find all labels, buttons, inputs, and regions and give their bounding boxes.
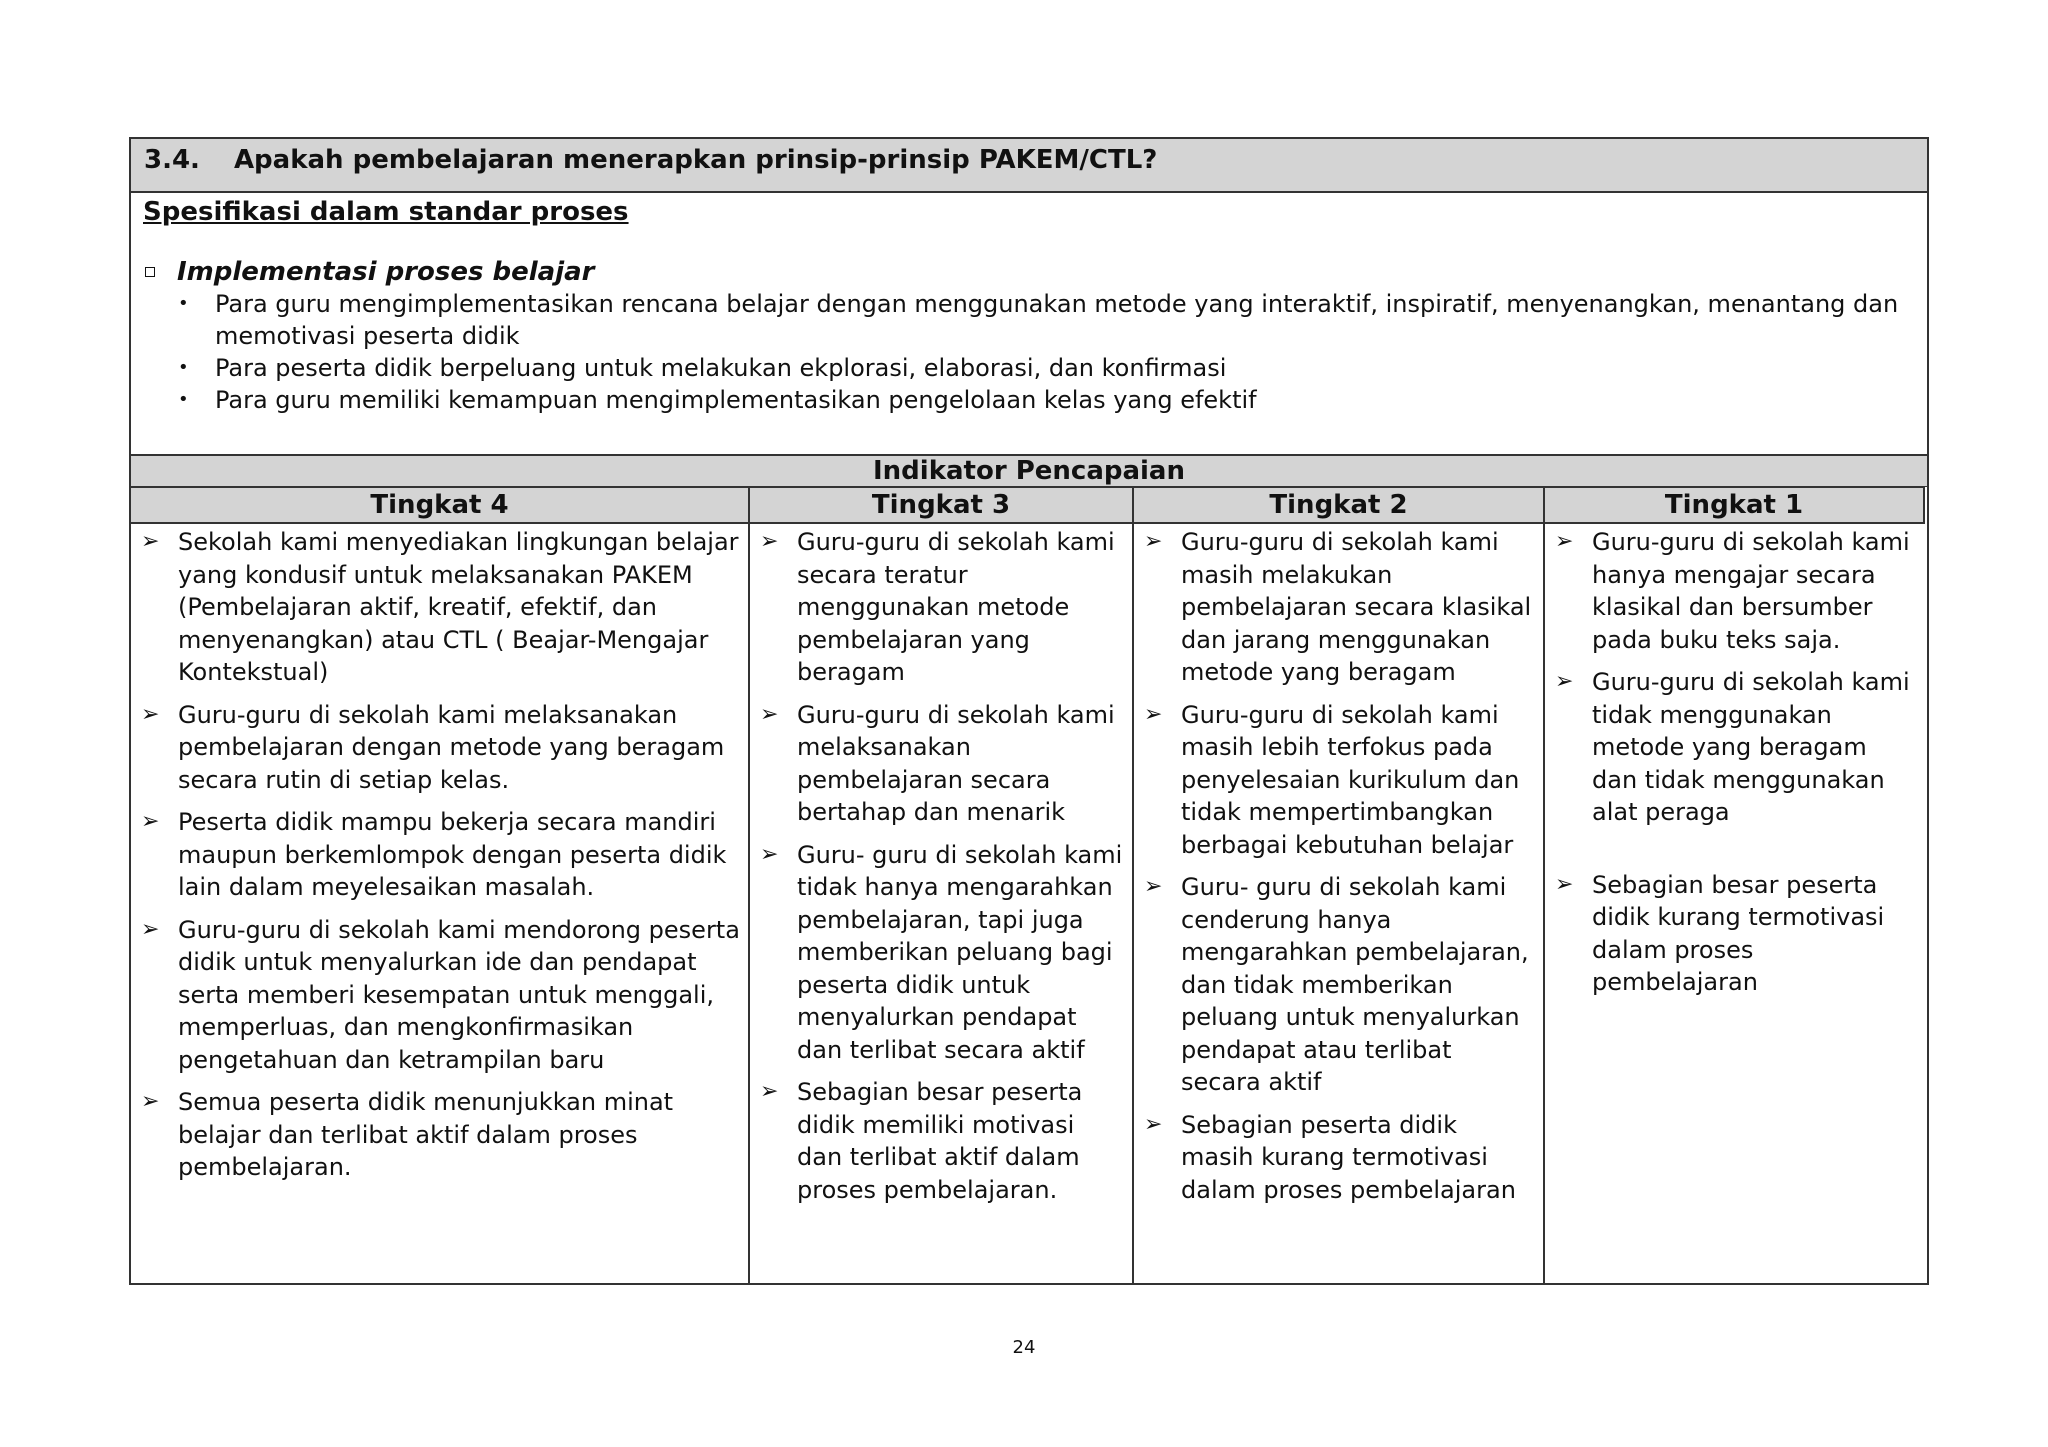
list-item: • Para guru memiliki kemampuan mengimplementasikan pengelolaan kelas yang efektif	[178, 384, 1915, 416]
list-item: ➢ Guru-guru di sekolah kami masih lebih terfokus pada penyelesaian kurikulum dan tidak mempertimbangkan berbagai kebutuhan belajar	[1144, 699, 1537, 862]
level-3-cell	[750, 524, 1134, 1283]
indicator-title: Indikator Pencapaian	[129, 454, 1929, 487]
level-4-header: Tingkat 4	[131, 487, 750, 524]
document-table	[129, 137, 1929, 1285]
list-item: ➢ Peserta didik mampu bekerja secara mandiri maupun berkemlompok dengan peserta didik lain dalam meyelesaikan masalah.	[141, 806, 742, 904]
specification-block	[131, 195, 1927, 454]
list-item: ➢ Guru- guru di sekolah kami tidak hanya mengarahkan pembelajaran, tapi juga memberikan peluang bagi peserta didik untuk menyalurkan pendapat dan terlibat secara aktif	[760, 839, 1126, 1067]
level-3-header: Tingkat 3	[750, 487, 1134, 524]
list-item: ➢ Guru-guru di sekolah kami secara teratur menggunakan metode pembelajaran yang beragam	[760, 526, 1126, 689]
section-box	[129, 137, 1929, 454]
level-2-cell	[1134, 524, 1545, 1283]
list-item: ➢ Guru-guru di sekolah kami melaksanakan pembelajaran dengan metode yang beragam secara rutin di setiap kelas.	[141, 699, 742, 797]
section-header	[131, 139, 1927, 193]
section-question: Apakah pembelajaran menerapkan prinsip-prinsip PAKEM/CTL?	[233, 145, 1158, 175]
level-1-header: Tingkat 1	[1545, 487, 1925, 524]
list-item: • Para guru mengimplementasikan rencana belajar dengan menggunakan metode yang interaktif, inspiratif, menyenangkan, menantang dan memotivasi peserta didik	[178, 288, 1915, 352]
list-item: ➢ Sebagian peserta didik masih kurang termotivasi dalam proses pembelajaran	[1144, 1109, 1537, 1207]
list-item: ➢ Guru-guru di sekolah kami masih melakukan pembelajaran secara klasikal dan jarang menggunakan metode yang beragam	[1144, 526, 1537, 689]
list-item: ➢ Guru-guru di sekolah kami tidak menggunakan metode yang beragam dan tidak menggunakan alat peraga	[1555, 666, 1919, 829]
implementation-heading	[143, 256, 1915, 288]
list-item: ➢ Sekolah kami menyediakan lingkungan belajar yang kondusif untuk melaksanakan PAKEM (Pembelajaran aktif, kreatif, efektif, dan menyenangkan) atau CTL ( Beajar-Mengajar Kontekstual)	[141, 526, 742, 689]
level-1-cell	[1545, 524, 1925, 1283]
page-number: 24	[1012, 1337, 1036, 1358]
list-item: ➢ Guru-guru di sekolah kami mendorong peserta didik untuk menyalurkan ide dan pendapat serta memberi kesempatan untuk menggali, memperluas, dan mengkonfirmasikan pengetahuan dan ketrampilan baru	[141, 914, 742, 1077]
implementation-heading-text: Implementasi proses belajar	[177, 257, 595, 287]
level-2-header: Tingkat 2	[1134, 487, 1545, 524]
list-item: ➢ Guru-guru di sekolah kami hanya mengajar secara klasikal dan bersumber pada buku teks saja.	[1555, 526, 1919, 656]
list-item: ➢ Semua peserta didik menunjukkan minat belajar dan terlibat aktif dalam proses pembelajaran.	[141, 1086, 742, 1184]
section-number: 3.4.	[144, 145, 200, 175]
list-item: ➢ Guru-guru di sekolah kami melaksanakan pembelajaran secara bertahap dan menarik	[760, 699, 1126, 829]
specification-title: Spesifikasi dalam standar proses	[143, 197, 629, 227]
levels-grid	[129, 487, 1929, 1285]
list-item: ➢ Sebagian besar peserta didik memiliki motivasi dan terlibat aktif dalam proses pembelajaran.	[760, 1076, 1126, 1206]
list-item: ➢ Guru- guru di sekolah kami cenderung hanya mengarahkan pembelajaran, dan tidak memberikan peluang untuk menyalurkan pendapat atau terlibat secara aktif	[1144, 871, 1537, 1099]
square-bullet-icon	[145, 267, 155, 277]
level-4-cell	[131, 524, 750, 1283]
list-item: • Para peserta didik berpeluang untuk melakukan ekplorasi, elaborasi, dan konfirmasi	[178, 352, 1915, 384]
specification-list	[143, 288, 1915, 416]
list-item: ➢ Sebagian besar peserta didik kurang termotivasi dalam proses pembelajaran	[1555, 869, 1919, 999]
